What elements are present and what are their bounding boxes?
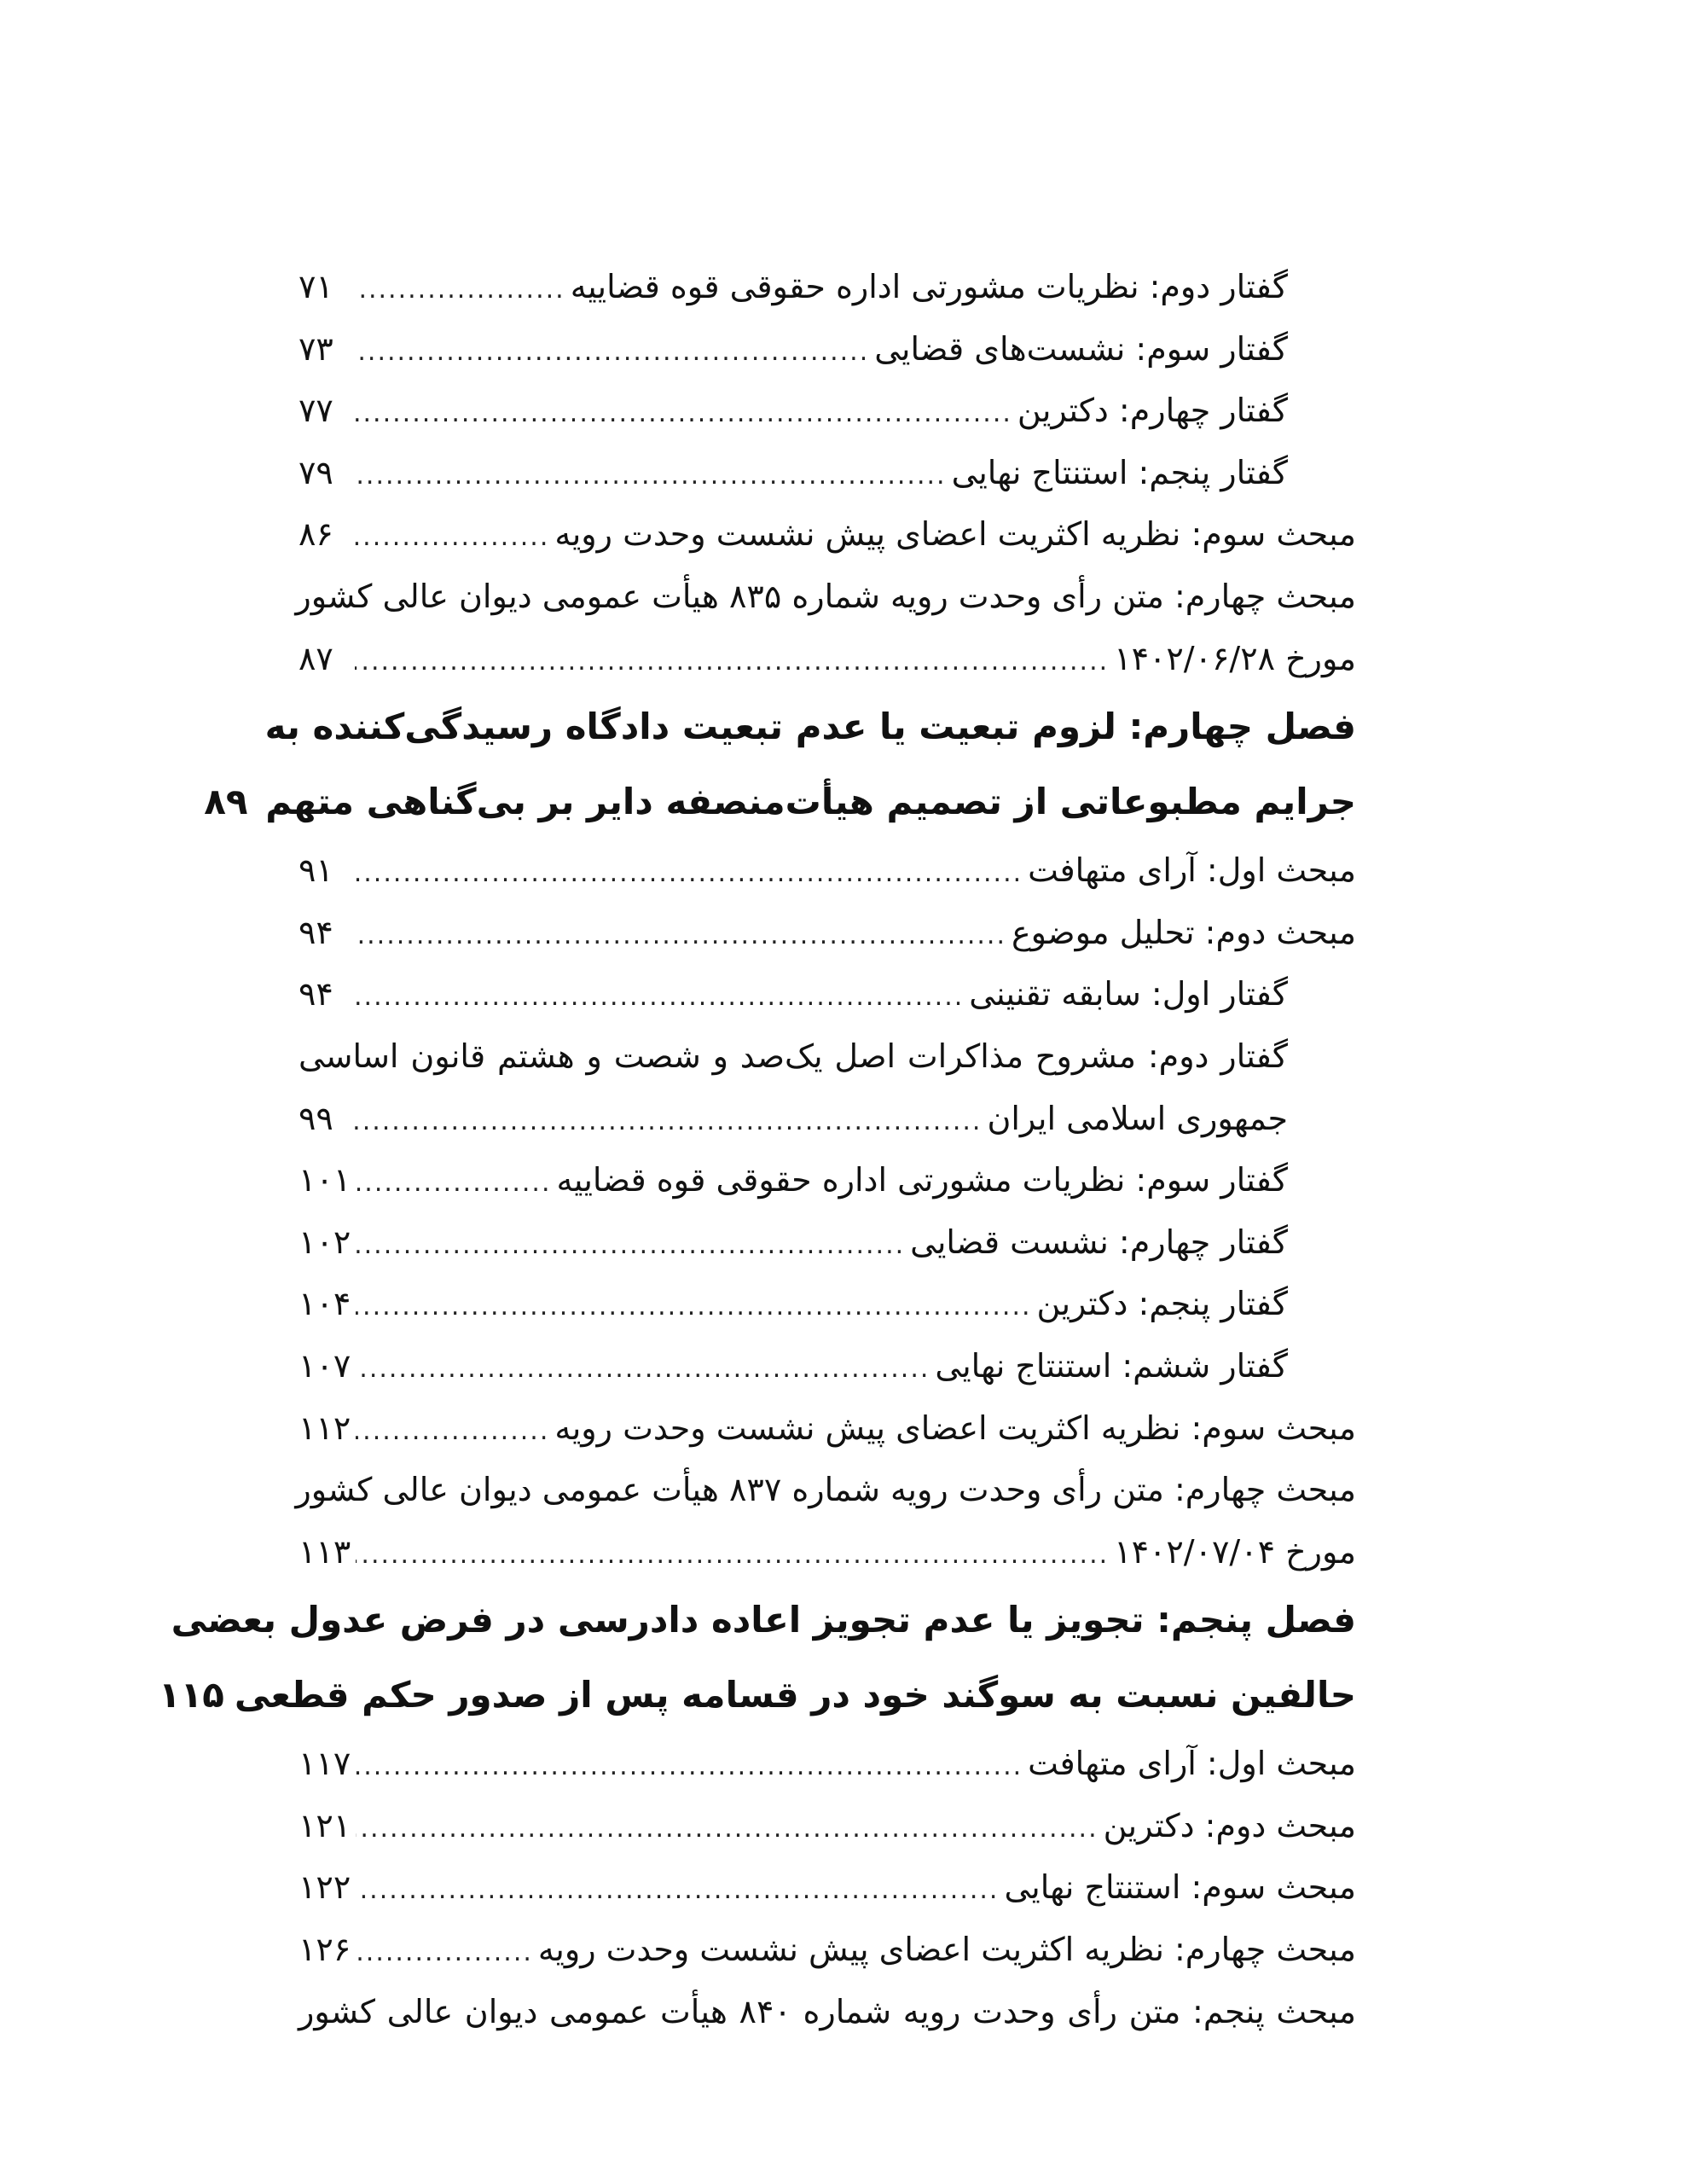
toc-dot-leader [356,1525,1109,1587]
toc-entry-row[interactable] [299,628,1356,690]
toc-entry-title: گفتار دوم: نظریات مشورتی اداره حقوقی قوه قضاییه [570,268,1288,305]
toc-page-number: ۱۱۷ [299,1745,351,1783]
toc-page-number: ۱۰۴ [299,1285,351,1323]
toc-entry-row[interactable] [299,503,1356,566]
toc-dot-leader [356,1798,1098,1861]
toc-entry-title: گفتار دوم: مشروح مذاکرات اصل یک‌صد و شصت و هشتم قانون اساسی [299,1037,1288,1075]
toc-entry-title: گفتار چهارم: نشست قضایی [910,1223,1288,1261]
toc-entry-title: مبحث سوم: استنتاج نهایی [1004,1868,1356,1907]
toc-dot-leader [356,1922,533,1984]
toc-chapter-row[interactable] [264,689,1356,764]
toc-page-number: ۷۱ [299,268,333,305]
toc-entry-row[interactable] [299,1149,1356,1211]
toc-chapter-row[interactable] [158,1658,1356,1733]
toc-entry-title: مبحث دوم: دکترین [1103,1806,1356,1844]
toc-entry-title: مورخ ۱۴۰۲/۰۷/۰۴ [1114,1532,1356,1571]
toc-dot-leader [356,1339,930,1401]
toc-chapter-row[interactable] [171,1583,1356,1658]
toc-entry-title: مبحث اول: آرای متهافت [1028,1745,1356,1783]
toc-page-number: ۱۲۶ [299,1931,351,1969]
toc-dot-leader [355,967,964,1029]
toc-entry-title: جمهوری اسلامی ایران [987,1099,1288,1137]
toc-entry-row[interactable] [295,566,1356,628]
toc-dot-leader [356,1401,549,1463]
toc-entry-title: جرایم مطبوعاتی از تصمیم هیأت‌منصفه دایر بر بی‌گناهی متهم [265,781,1356,823]
toc-page-number: ۹۴ [299,913,333,951]
toc-page-number: ۹۹ [299,1099,333,1137]
toc-entry-row[interactable] [299,1273,1356,1335]
toc-page-number: ۹۴ [299,975,333,1014]
toc-page-number: ۱۰۱ [299,1161,351,1199]
toc-entry-title: گفتار سوم: نظریات مشورتی اداره حقوقی قوه قضاییه [556,1161,1288,1199]
toc-entry-row[interactable] [299,318,1356,380]
toc-entry-title: مورخ ۱۴۰۲/۰۶/۲۸ [1114,639,1356,677]
toc-page-number: ۸۷ [299,639,333,677]
toc-page-number: ۱۲۲ [299,1868,351,1907]
toc-entry-title: گفتار اول: سابقه تقنینی [969,975,1288,1014]
toc-page-number: ۷۷ [299,392,333,430]
toc-chapter-row[interactable] [204,764,1356,839]
toc-dot-leader [355,843,1023,905]
toc-dot-leader [356,1153,551,1215]
toc-entry-row[interactable] [299,1335,1356,1397]
toc-entry-title: گفتار ششم: استنتاج نهایی [935,1346,1288,1385]
toc-entry-title: گفتار سوم: نشست‌های قضایی [874,329,1288,368]
toc-entry-title: گفتار پنجم: استنتاج نهایی [951,453,1288,491]
toc-entry-row[interactable] [299,963,1356,1025]
toc-page-number: ۱۰۷ [299,1346,351,1385]
toc-entry-title: گفتار چهارم: دکترین [1017,392,1288,430]
toc-entry-row[interactable] [295,1459,1356,1521]
toc-entry-title: مبحث دوم: تحلیل موضوع [1012,913,1356,951]
toc-entry-title: مبحث چهارم: نظریه اکثریت اعضای پیش نشست وحدت رویه [537,1931,1356,1969]
toc-entry-title: مبحث پنجم: متن رأی وحدت رویه شماره ۸۴۰ هیأت عمومی دیوان عالی کشور [299,1992,1357,2030]
toc-dot-leader [356,1860,999,1922]
toc-entry-row[interactable] [299,380,1356,442]
toc-entry-title: مبحث چهارم: متن رأی وحدت رویه شماره ۸۳۷ هیأت عمومی دیوان عالی کشور [295,1471,1356,1509]
toc-entry-row[interactable] [299,1919,1356,1981]
toc-dot-leader [356,1215,905,1277]
toc-entry-row[interactable] [299,1981,1356,2043]
toc-dot-leader [356,1736,1023,1798]
toc-entry-row[interactable] [299,1733,1356,1795]
toc-dot-leader [355,1091,982,1153]
toc-dot-leader [355,905,1006,967]
toc-dot-leader [355,383,1012,445]
toc-entry-title: مبحث اول: آرای متهافت [1028,851,1356,890]
toc-entry-title: مبحث سوم: نظریه اکثریت اعضای پیش نشست وحدت رویه [554,1409,1356,1447]
toc-page-number: ۱۲۱ [299,1806,351,1844]
toc-dot-leader [355,507,549,569]
toc-page-number: ۸۶ [299,515,333,554]
toc-entry-title: فصل چهارم: لزوم تبعیت یا عدم تبعیت دادگاه رسیدگی‌کننده به [264,706,1356,748]
toc-page-number: ۱۱۲ [299,1409,351,1447]
toc-entry-title: گفتار پنجم: دکترین [1036,1285,1288,1323]
toc-entry-row[interactable] [299,1025,1356,1088]
toc-page-number: ۹۱ [299,851,333,890]
toc-page-number: ۱۱۵ [158,1674,224,1716]
table-of-contents [158,256,1357,2042]
toc-dot-leader [355,259,565,322]
toc-dot-leader [355,631,1109,694]
toc-page-number: ۷۹ [299,453,333,491]
toc-entry-row[interactable] [299,1211,1356,1274]
toc-entry-row[interactable] [299,1795,1356,1857]
toc-entry-row[interactable] [299,1397,1356,1460]
toc-page-number: ۱۱۳ [299,1532,351,1571]
toc-entry-row[interactable] [299,1088,1356,1150]
toc-entry-title: مبحث سوم: نظریه اکثریت اعضای پیش نشست وحدت رویه [554,515,1356,554]
toc-page-number: ۱۰۲ [299,1223,351,1261]
toc-dot-leader [356,1276,1031,1339]
toc-entry-row[interactable] [299,902,1356,964]
toc-dot-leader [355,322,869,384]
toc-page-number: ۸۹ [204,781,248,823]
toc-entry-row[interactable] [299,1521,1356,1583]
toc-entry-row[interactable] [299,1856,1356,1919]
toc-dot-leader [355,445,947,508]
toc-entry-row[interactable] [299,839,1356,902]
toc-entry-row[interactable] [299,442,1356,504]
toc-entry-title: مبحث چهارم: متن رأی وحدت رویه شماره ۸۳۵ هیأت عمومی دیوان عالی کشور [295,577,1356,615]
toc-page-number: ۷۳ [299,329,333,368]
toc-entry-row[interactable] [299,256,1356,318]
toc-entry-title: حالفین نسبت به سوگند خود در قسامه پس از صدور حکم قطعی [234,1674,1356,1716]
toc-entry-title: فصل پنجم: تجویز یا عدم تجویز اعاده دادرسی در فرض عدول بعضی [171,1599,1356,1641]
